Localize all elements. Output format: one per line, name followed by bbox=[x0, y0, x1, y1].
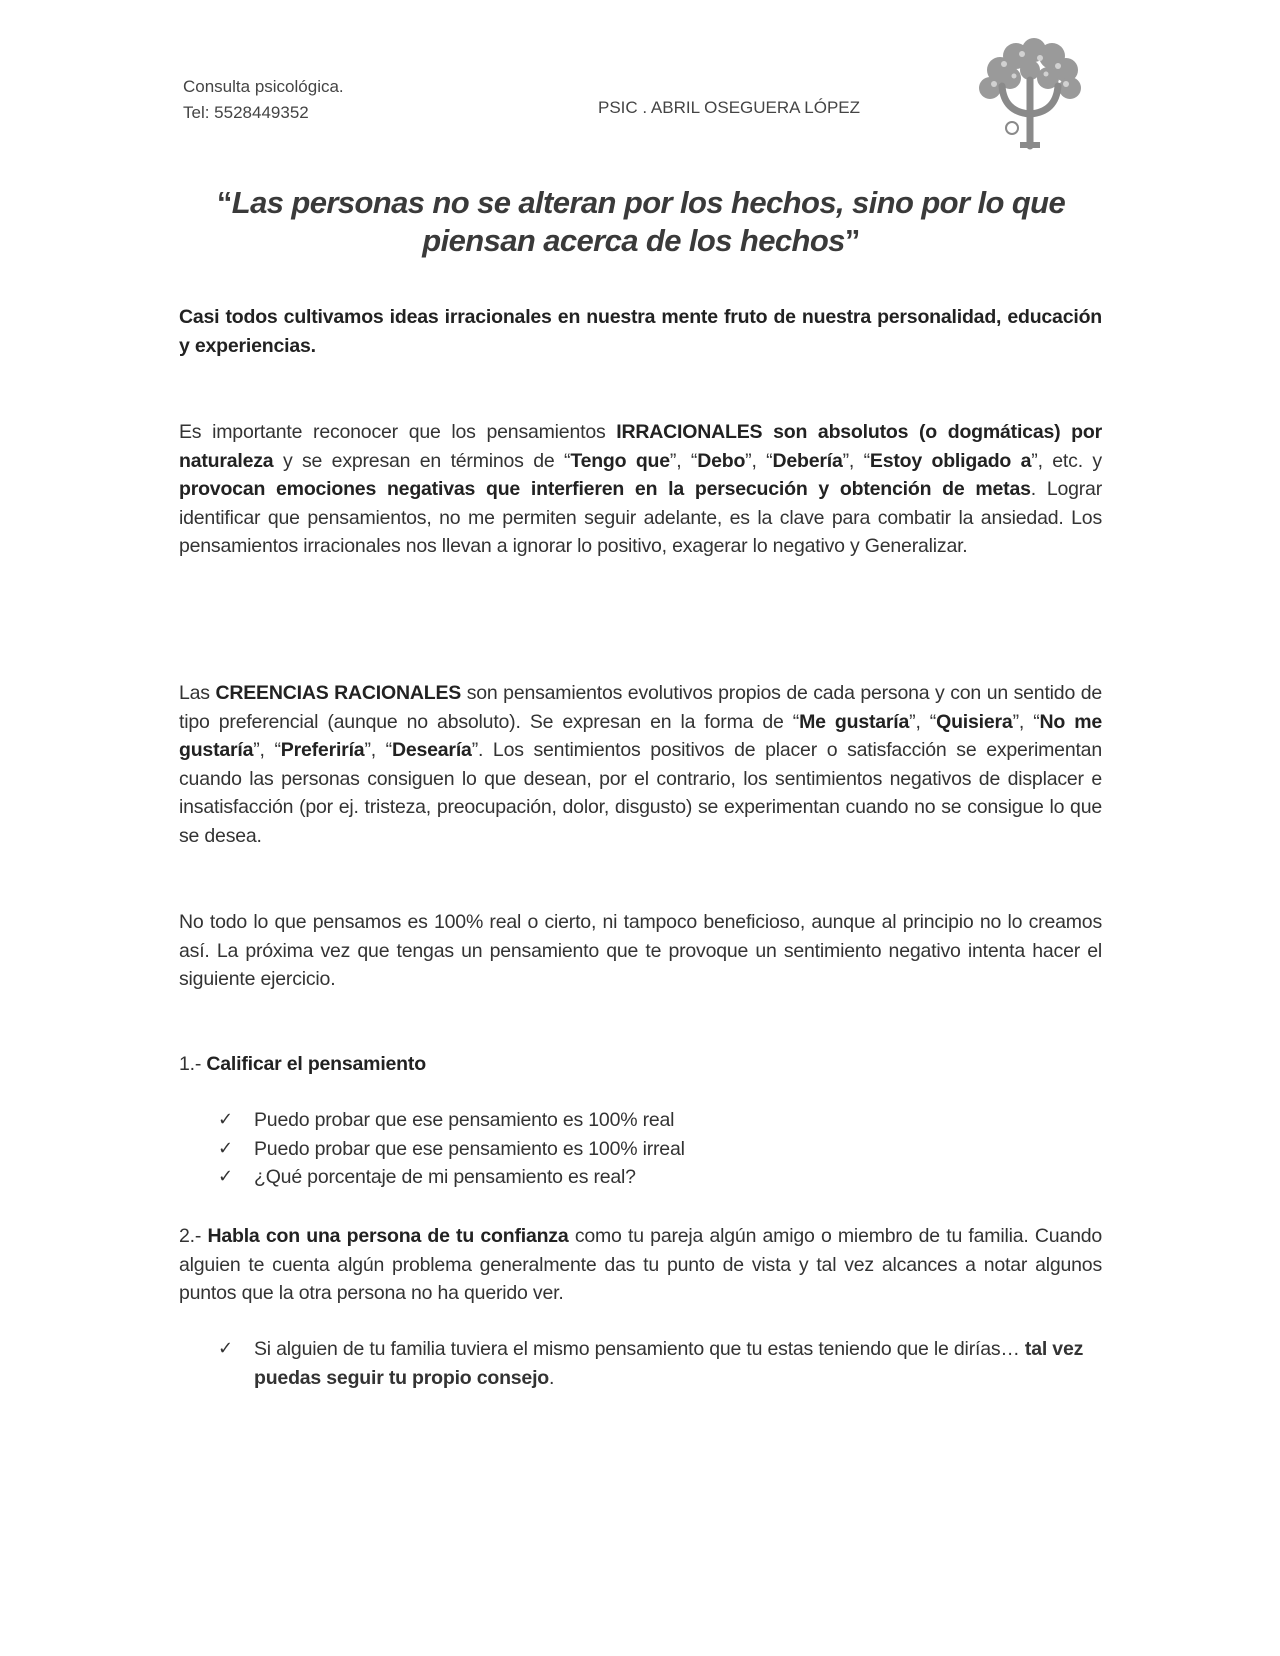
list-item-bold: tal vez puedas seguir tu propio consejo bbox=[254, 1338, 1084, 1389]
quote-text: Las personas no se alteran por los hechos, sino por lo que piensan acerca de los hechos bbox=[231, 185, 1066, 258]
quote-close-mark: ” bbox=[844, 223, 860, 258]
bold-run: Estoy obligado a bbox=[869, 449, 1032, 472]
bold-run: IRRACIONALES son absolutos (o dogmáticas) por naturaleza bbox=[179, 421, 1102, 472]
bold-run: Debo bbox=[697, 449, 746, 472]
step1-heading bbox=[179, 1050, 1102, 1079]
exercise-intro-paragraph: No todo lo que pensamos es 100% real o cierto, ni tampoco beneficioso, aunque al principio no lo creamos así. La próxima vez que tengas un pensamiento que te provoque un sentimiento negativo intenta hacer el siguiente ejercicio. bbox=[179, 911, 1102, 991]
step1-number: 1.- bbox=[179, 1053, 207, 1075]
check-icon: ✓ bbox=[218, 1109, 233, 1130]
step2-checklist bbox=[218, 1335, 1098, 1392]
list-item-text: ¿Qué porcentaje de mi pensamiento es real? bbox=[254, 1166, 636, 1189]
text-run: Las bbox=[179, 682, 216, 704]
text-run: ”, “ bbox=[909, 710, 937, 733]
text-run: ”, “ bbox=[842, 449, 870, 472]
step1-checklist bbox=[218, 1106, 1098, 1192]
text-run: ”, “ bbox=[253, 739, 281, 762]
contact-line-phone: Tel: 5528449352 bbox=[183, 103, 309, 122]
step1-title: Calificar el pensamiento bbox=[206, 1053, 426, 1075]
list-item bbox=[218, 1106, 1098, 1135]
lead-paragraph: Casi todos cultivamos ideas irracionales en nuestra mente fruto de nuestra personalidad, educación y experiencias. bbox=[179, 306, 1102, 357]
tree-psi-logo-icon bbox=[970, 36, 1088, 154]
text-run: son pensamientos evolutivos propios de cada persona y con un sentido de tipo preferencial (aunque no absoluto). Se expresan en la forma de “ bbox=[179, 682, 1103, 733]
bold-run: CREENCIAS RACIONALES bbox=[215, 682, 462, 704]
list-item-text: Puedo probar que ese pensamiento es 100% real bbox=[254, 1109, 675, 1131]
step2-paragraph bbox=[179, 1222, 1102, 1308]
bold-run: Desearía bbox=[391, 739, 472, 762]
bold-run: No me gustaría bbox=[179, 710, 1102, 762]
rational-paragraph bbox=[179, 679, 1102, 851]
list-item-end: . bbox=[549, 1366, 555, 1389]
list-item bbox=[218, 1163, 1098, 1192]
step2-number: 2.- bbox=[179, 1225, 208, 1247]
list-item bbox=[218, 1335, 1098, 1392]
quote-open-mark: “ bbox=[216, 185, 232, 220]
text-run: ”, “ bbox=[364, 739, 392, 762]
step2-text: como tu pareja algún amigo o miembro de tu familia. Cuando alguien te cuenta algún problema generalmente das tu punto de vista y tal vez alcances a notar algunos puntos que la otra persona no ha querido ver. bbox=[179, 1225, 1102, 1305]
list-item bbox=[218, 1135, 1098, 1164]
bold-run: Preferiría bbox=[280, 739, 365, 762]
step2-title: Habla con una persona de tu confianza bbox=[207, 1225, 569, 1247]
bold-run: Me gustaría bbox=[799, 710, 910, 733]
bold-run: provocan emociones negativas que interfieren en la persecución y obtención de metas bbox=[179, 478, 1031, 501]
contact-line-consulta: Consulta psicológica. bbox=[183, 77, 344, 96]
check-icon: ✓ bbox=[218, 1338, 233, 1359]
bold-run: Tengo que bbox=[570, 449, 670, 472]
text-run: ”. Los sentimientos positivos de placer o satisfacción se experimentan cuando las personas consiguen lo que desean, por el contrario, los sentimientos negativos de displacer e insatisfacción (por ej. tristeza, preocupación, dolor, disgusto) se experimentan cuando no se consigue lo que se desea. bbox=[179, 739, 1102, 847]
check-icon: ✓ bbox=[218, 1166, 233, 1188]
bold-run: Debería bbox=[772, 449, 843, 472]
irrational-paragraph bbox=[179, 418, 1102, 561]
text-run: ”, “ bbox=[745, 449, 773, 472]
text-run: ”, etc. y bbox=[1031, 449, 1102, 472]
list-item-text: Si alguien de tu familia tuviera el mismo pensamiento que tu estas teniendo que le dirías… bbox=[254, 1338, 1025, 1360]
epigraph-quote bbox=[170, 184, 1112, 260]
text-run: ”, “ bbox=[1012, 710, 1040, 733]
text-run: . Lograr identificar que pensamientos, no me permiten seguir adelante, es la clave para combatir la ansiedad. Los pensamientos irracionales nos llevan a ignorar lo positivo, exagerar lo negativo y Generalizar. bbox=[179, 478, 1102, 558]
psychologist-name: PSIC . ABRIL OSEGUERA LÓPEZ bbox=[598, 98, 861, 117]
text-run: y se expresan en términos de “ bbox=[273, 449, 571, 472]
list-item-text: Puedo probar que ese pensamiento es 100% irreal bbox=[254, 1137, 685, 1160]
text-run: Es importante reconocer que los pensamientos bbox=[179, 421, 617, 443]
check-icon: ✓ bbox=[218, 1137, 233, 1159]
contact-block bbox=[183, 74, 344, 126]
text-run: ”, “ bbox=[669, 449, 698, 472]
bold-run: Quisiera bbox=[936, 710, 1013, 733]
